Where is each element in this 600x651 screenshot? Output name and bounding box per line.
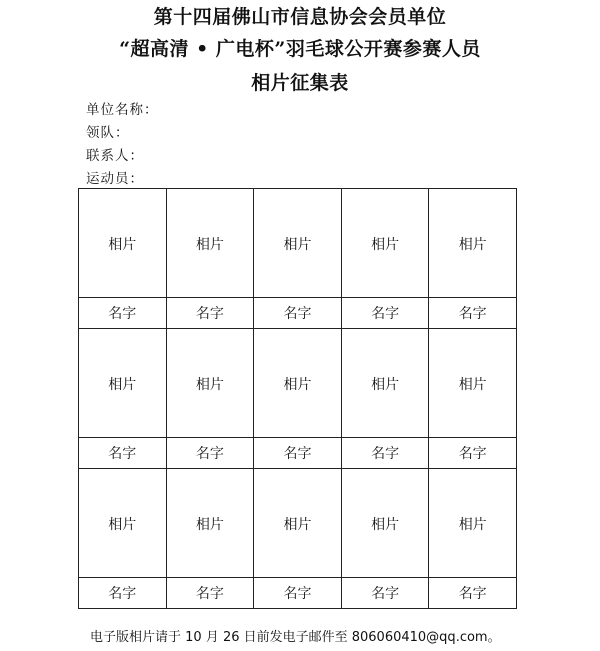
photo-label: 相片 (371, 237, 400, 253)
photo-label: 相片 (283, 377, 312, 393)
photo-label: 相片 (458, 237, 487, 253)
photo-label: 相片 (108, 237, 137, 253)
document-title-line-2: “超高清 • 广电杯”羽毛球公开赛参赛人员 (119, 38, 481, 60)
photo-label: 相片 (195, 237, 224, 253)
name-cell: 名字 (429, 438, 517, 469)
name-cell: 名字 (79, 578, 167, 609)
name-row (79, 438, 517, 469)
name-row (79, 298, 517, 329)
name-cell: 名字 (254, 438, 342, 469)
photo-row (79, 329, 517, 438)
photo-row (79, 469, 517, 578)
name-cell: 名字 (166, 578, 254, 609)
photo-label: 相片 (195, 377, 224, 393)
submission-note: 电子版相片请于 10 月 26 日前发电子邮件至 806060410@qq.com。 (90, 630, 501, 645)
photo-label: 相片 (371, 517, 400, 533)
name-cell: 名字 (341, 438, 429, 469)
photo-label: 相片 (458, 377, 487, 393)
photo-cell (79, 329, 167, 438)
photo-cell (341, 189, 429, 298)
photo-label: 相片 (371, 377, 400, 393)
photo-cell (341, 469, 429, 578)
name-cell: 名字 (254, 578, 342, 609)
photo-label: 相片 (283, 517, 312, 533)
photo-cell (166, 469, 254, 578)
photo-cell (79, 469, 167, 578)
photo-cell (166, 189, 254, 298)
photo-label: 相片 (283, 237, 312, 253)
name-cell: 名字 (166, 438, 254, 469)
contact-person-label: 联系人： (86, 148, 144, 164)
photo-row (79, 189, 517, 298)
unit-name-label: 单位名称： (86, 102, 159, 118)
name-cell: 名字 (79, 438, 167, 469)
name-cell: 名字 (166, 298, 254, 329)
photo-label: 相片 (108, 517, 137, 533)
photo-label: 相片 (458, 517, 487, 533)
athletes-label: 运动员： (86, 171, 144, 187)
document-title-line-3: 相片征集表 (251, 72, 349, 94)
photo-cell (254, 329, 342, 438)
name-row (79, 578, 517, 609)
name-cell: 名字 (341, 298, 429, 329)
photo-cell (429, 189, 517, 298)
photo-cell (79, 189, 167, 298)
document-title-line-1: 第十四届佛山市信息协会会员单位 (153, 6, 447, 28)
name-cell: 名字 (254, 298, 342, 329)
photo-collection-table (78, 188, 517, 609)
name-cell: 名字 (341, 578, 429, 609)
photo-label: 相片 (108, 377, 137, 393)
team-leader-label: 领队： (86, 125, 130, 141)
photo-cell (429, 329, 517, 438)
photo-cell (254, 469, 342, 578)
photo-cell (166, 329, 254, 438)
photo-cell (429, 469, 517, 578)
photo-cell (341, 329, 429, 438)
photo-label: 相片 (195, 517, 224, 533)
name-cell: 名字 (429, 578, 517, 609)
name-cell: 名字 (79, 298, 167, 329)
name-cell: 名字 (429, 298, 517, 329)
photo-cell (254, 189, 342, 298)
